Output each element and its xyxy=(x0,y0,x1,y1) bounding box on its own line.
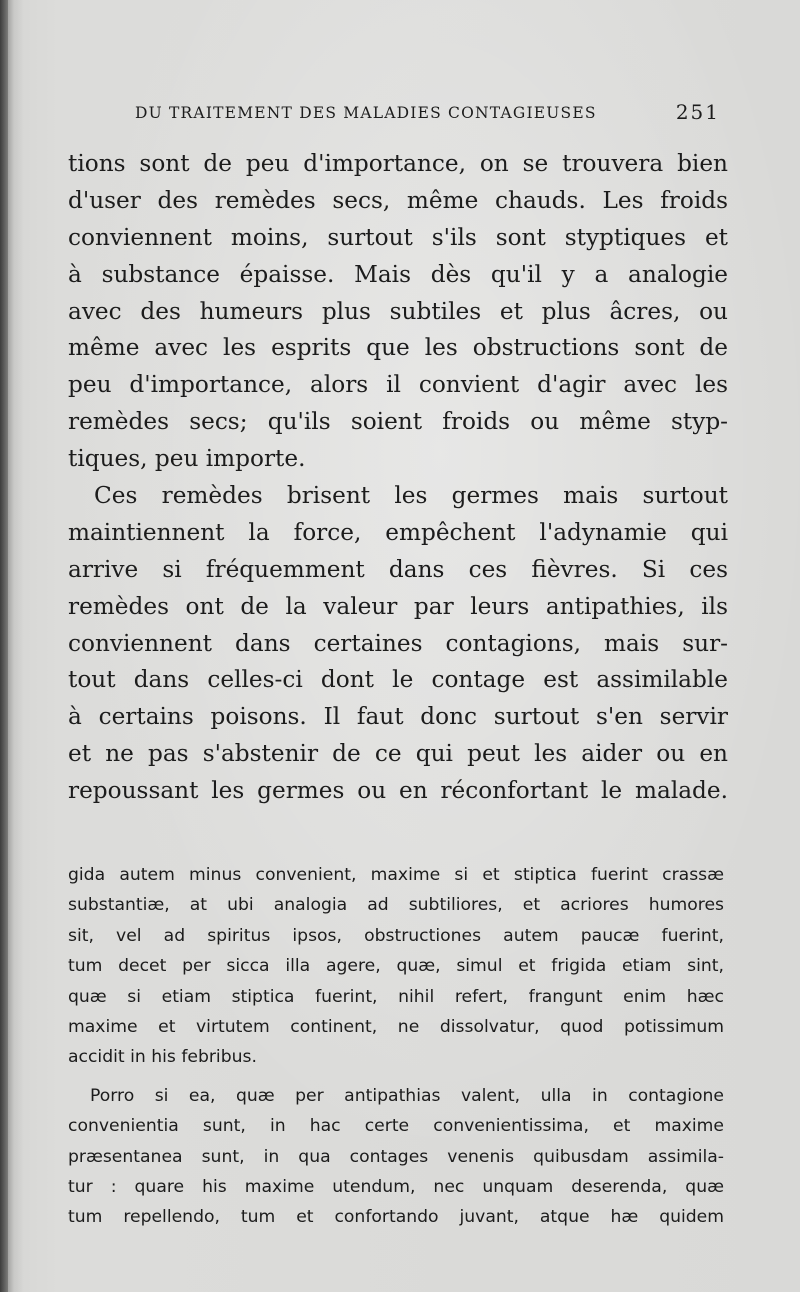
text-line: maintiennent la force, empêchent l'adynamie qui xyxy=(68,518,728,546)
text-line: maxime et virtutem continent, ne dissolvatur, quod potissimum xyxy=(68,1016,724,1037)
text-line: gida autem minus convenient, maxime si et stiptica fuerint crassæ xyxy=(68,865,724,885)
text-line: à certains poisons. Il faut donc surtout s'en servir xyxy=(68,703,728,731)
text-line: tout dans celles-ci dont le contage est assimilable xyxy=(68,666,728,694)
text-line: tions sont de peu d'importance, on se trouvera bien xyxy=(68,150,728,177)
text-line: accidit in his febribus. xyxy=(68,1047,257,1068)
text-line: præsentanea sunt, in qua contages venenis quibusdam assimila- xyxy=(68,1146,724,1167)
latin-original xyxy=(68,860,724,1233)
text-line: substantiæ, at ubi analogia ad subtiliores, et acriores humores xyxy=(68,895,724,916)
text-line: arrive si fréquemment dans ces fièvres. Si ces xyxy=(68,555,728,583)
page-number: 251 xyxy=(675,100,720,124)
page-spine-shadow xyxy=(0,0,8,1292)
text-line: à substance épaisse. Mais dès qu'il y a analogie xyxy=(68,260,728,288)
text-line: sit, vel ad spiritus ipsos, obstructiones autem paucæ fuerint, xyxy=(68,925,724,946)
running-head xyxy=(135,100,735,130)
text-line: et ne pas s'abstenir de ce qui peut les aider ou en xyxy=(68,740,728,768)
text-line: peu d'importance, alors il convient d'agir avec les xyxy=(68,371,728,399)
text-line: remèdes ont de la valeur par leurs antipathies, ils xyxy=(68,592,728,620)
text-line: repoussant les germes ou en réconfortant le malade. xyxy=(68,777,728,805)
text-line: d'user des remèdes secs, même chauds. Les froids xyxy=(68,186,728,214)
text-line: remèdes secs; qu'ils soient froids ou même styp- xyxy=(68,408,728,436)
latin-paragraph-2 xyxy=(68,1081,724,1233)
text-line: tum repellendo, tum et confortando juvant, atque hæ quidem xyxy=(68,1207,724,1228)
text-line: convenientia sunt, in hac certe convenientissima, et maxime xyxy=(68,1116,724,1137)
text-line: Porro si ea, quæ per antipathias valent, ulla in contagione xyxy=(90,1085,724,1106)
text-line: tiques, peu importe. xyxy=(68,445,306,473)
text-line: même avec les esprits que les obstructions sont de xyxy=(68,334,728,362)
text-line: Ces remèdes brisent les germes mais surtout xyxy=(94,482,728,510)
text-line: conviennent moins, surtout s'ils sont styptiques et xyxy=(68,223,728,251)
text-line: tur : quare his maxime utendum, nec unquam deserenda, quæ xyxy=(68,1176,724,1197)
french-translation xyxy=(68,146,728,810)
french-paragraph-2 xyxy=(68,478,728,810)
text-line: avec des humeurs plus subtiles et plus âcres, ou xyxy=(68,297,728,325)
french-paragraph-1 xyxy=(68,146,728,478)
text-line: quæ si etiam stiptica fuerint, nihil refert, frangunt enim hæc xyxy=(68,986,724,1007)
text-line: tum decet per sicca illa agere, quæ, simul et frigida etiam sint, xyxy=(68,956,724,977)
text-line: conviennent dans certaines contagions, mais sur- xyxy=(68,629,728,657)
running-head-title: DU TRAITEMENT DES MALADIES CONTAGIEUSES xyxy=(135,104,597,122)
latin-paragraph-1 xyxy=(68,860,724,1073)
paragraph-spacer xyxy=(68,1073,724,1081)
